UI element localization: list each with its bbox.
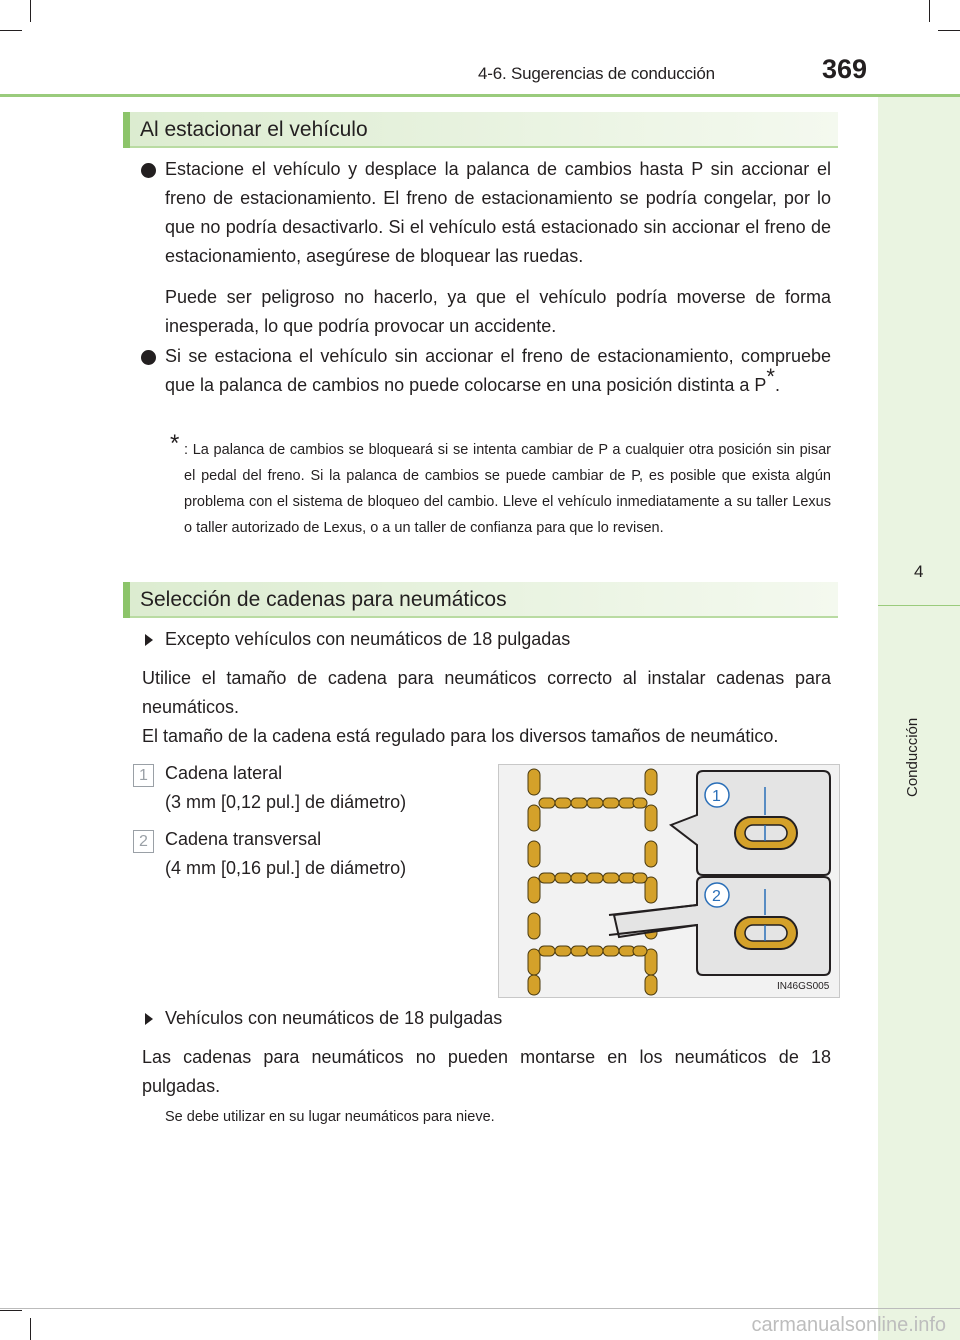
item-number-badge: 2 (133, 830, 154, 853)
chapter-label: Conducción (904, 717, 921, 797)
item-label: Cadena lateral (165, 763, 283, 783)
paragraph: Utilice el tamaño de cadena para neumáticos correcto al instalar cadenas para neumáticos. (142, 668, 831, 717)
side-chain-left (528, 769, 540, 995)
note-text: Se debe utilizar en su lugar neumáticos para nieve. (165, 1109, 495, 1125)
paragraph: El tamaño de la cadena está regulado para los diversos tamaños de neumático. (142, 726, 779, 746)
cross-chain-1 (539, 798, 647, 808)
chapter-side-tab (878, 97, 960, 1340)
paragraph: Las cadenas para neumáticos no pueden montarse en los neumáticos de 18 pulgadas. (142, 1047, 831, 1096)
chain-drawing (499, 765, 839, 997)
callout-number-1: 1 (712, 788, 721, 805)
crop-mark (30, 1318, 31, 1340)
crop-mark (929, 0, 930, 22)
bullet-paragraph: Estacione el vehículo y desplace la palanca de cambios hasta P sin accionar el freno de estacionamiento. El freno de estacionamiento se podría congelar, por lo que no podría desactivarlo. Si el vehículo está estacionado sin accionar el freno de estacionamiento, asegúrese de bloquear las ruedas. (165, 159, 831, 266)
crop-mark (0, 30, 22, 31)
triangle-bullet-icon (145, 634, 153, 646)
section-title: Al estacionar el vehículo (140, 118, 368, 141)
cross-chain-3 (539, 946, 647, 956)
cross-chain-2 (539, 873, 647, 883)
crop-mark (938, 30, 960, 31)
period: . (774, 375, 780, 395)
chapter-tab-divider (878, 605, 960, 606)
bullet-icon (141, 350, 156, 365)
tire-chain-illustration (498, 764, 840, 998)
footer-rule (0, 1308, 960, 1309)
header-section-title: 4-6. Sugerencias de conducción (478, 64, 715, 83)
section-title: Selección de cadenas para neumáticos (140, 588, 507, 611)
footnote-asterisk: * (170, 430, 180, 457)
item-detail: (3 mm [0,12 pul.] de diámetro) (165, 792, 407, 812)
page-number: 369 (822, 54, 868, 84)
crop-mark (30, 0, 31, 22)
subheading: Excepto vehículos con neumáticos de 18 pulgadas (165, 629, 571, 649)
header-rule (0, 94, 960, 97)
item-number-badge: 1 (133, 764, 154, 787)
item-label: Cadena transversal (165, 829, 322, 849)
figure-code: IN46GS005 (777, 981, 830, 992)
subheading: Vehículos con neumáticos de 18 pulgadas (165, 1008, 503, 1028)
chapter-number: 4 (914, 562, 924, 581)
callout-number-2: 2 (712, 888, 721, 905)
item-detail: (4 mm [0,16 pul.] de diámetro) (165, 858, 407, 878)
section-heading-parking (123, 112, 838, 148)
crop-mark (0, 1310, 22, 1311)
section-heading-tire-chains (123, 582, 838, 618)
bullet-note: Puede ser peligroso no hacerlo, ya que el vehículo podría moverse de forma inesperada, lo que podría provocar un accidente. (165, 287, 831, 336)
asterisk-mark: * (766, 364, 775, 389)
triangle-bullet-icon (145, 1013, 153, 1025)
bullet-text: Si se estaciona el vehículo sin accionar el freno de estacionamiento, compruebe que la palanca de cambios no puede colocarse en una posición distinta a P (165, 346, 831, 395)
bullet-paragraph (165, 342, 831, 400)
footnote-text: : La palanca de cambios se bloqueará si se intenta cambiar de P a cualquier otra posición sin pisar el pedal del freno. Si la palanca de cambios se puede cambiar de P, es posible que exista algún problema con el sistema de bloqueo del cambio. Lleve el vehículo inmediatamente a su taller Lexus o taller autorizado de Lexus, o a un taller de confianza para que lo revisen. (184, 442, 831, 536)
footer-watermark[interactable]: carmanualsonline.info (751, 1314, 946, 1336)
bullet-icon (141, 163, 156, 178)
